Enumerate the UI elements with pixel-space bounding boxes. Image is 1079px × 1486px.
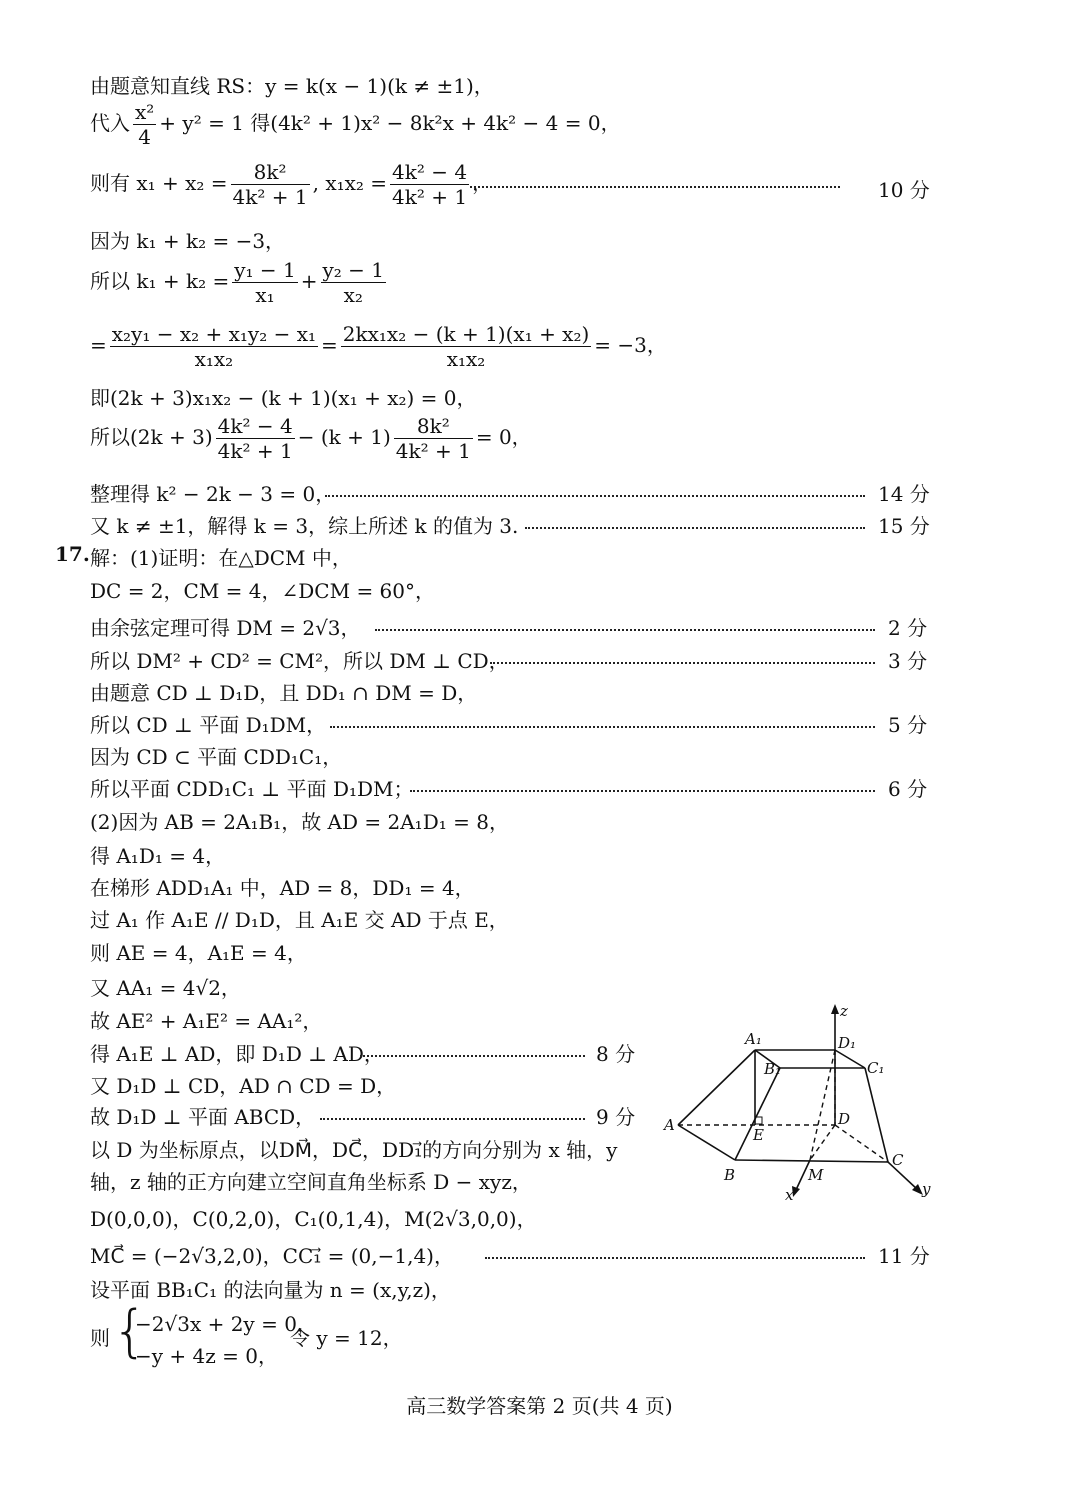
label-x: x	[785, 1186, 794, 1204]
fraction-denominator: 4k² + 1	[232, 185, 308, 209]
fraction-denominator: x₂	[343, 283, 363, 307]
fraction-numerator: 2kx₁x₂ − (k + 1)(x₁ + x₂)	[342, 322, 590, 346]
page-footer: 高三数学答案第 2 页(共 4 页)	[406, 1394, 673, 1418]
edge-ab	[678, 1125, 735, 1160]
fraction	[232, 258, 298, 307]
text-line: 轴，z 轴的正方向建立空间直角坐标系 D − xyz，	[90, 1170, 532, 1194]
text-line	[90, 414, 532, 463]
text-line: 过 A₁ 作 A₁E // D₁D，且 A₁E 交 AD 于点 E，	[90, 908, 509, 932]
text-line: 因为 k₁ + k₂ = −3，	[90, 229, 286, 253]
text-fragment: − (k + 1)	[297, 425, 391, 449]
label-c1: C₁	[867, 1059, 885, 1077]
score-label: 14 分	[878, 482, 930, 506]
dotted-leader	[410, 789, 875, 792]
score-label: 8 分	[596, 1042, 636, 1066]
edge-d1c1	[835, 1050, 865, 1068]
edge-b1b	[735, 1068, 780, 1160]
dotted-leader	[525, 526, 865, 529]
text-line: (2)因为 AB = 2A₁B₁，故 AD = 2A₁D₁ = 8，	[90, 810, 509, 834]
fraction-denominator: x₁x₂	[194, 347, 234, 371]
text-line: 得 A₁E ⊥ AD，即 D₁D ⊥ AD，	[90, 1042, 384, 1066]
score-label: 2 分	[888, 616, 928, 640]
fraction	[231, 160, 310, 209]
text-fragment: 则有 x₁ + x₂ =	[90, 171, 228, 195]
dotted-leader	[330, 725, 875, 728]
text-line	[90, 258, 389, 307]
label-b1: B₁	[764, 1060, 782, 1078]
text-fragment: +	[300, 269, 318, 293]
text-fragment: + y² = 1 得(4k² + 1)x² − 8k²x + 4k² − 4 = 0，	[159, 111, 621, 135]
dotted-leader	[325, 494, 865, 497]
text-line: 所以 CD ⊥ 平面 D₁DM，	[90, 713, 327, 737]
text-line: 又 D₁D ⊥ CD，AD ∩ CD = D，	[90, 1074, 397, 1098]
label-d1: D₁	[838, 1034, 857, 1052]
text-fragment: 令 y = 12，	[290, 1326, 403, 1350]
fraction	[133, 100, 156, 149]
z-arrow	[831, 1004, 839, 1014]
text-line: 在梯形 ADD₁A₁ 中，AD = 8，DD₁ = 4，	[90, 876, 475, 900]
score-label: 11 分	[878, 1244, 930, 1268]
text-line: 故 D₁D ⊥ 平面 ABCD，	[90, 1105, 316, 1129]
text-fragment: 代入	[90, 111, 130, 135]
label-z: z	[840, 1002, 848, 1020]
text-fragment: =	[321, 333, 338, 357]
text-line: DC = 2，CM = 4，∠DCM = 60°，	[90, 579, 436, 603]
score-label: 5 分	[888, 713, 928, 737]
fraction-numerator: x²	[135, 100, 155, 124]
fraction-numerator: 4k² − 4	[392, 160, 468, 184]
dotted-leader	[490, 661, 875, 664]
text-line: 得 A₁D₁ = 4，	[90, 844, 226, 868]
text-line: 设平面 BB₁C₁ 的法向量为 n = (x,y,z)，	[90, 1278, 451, 1302]
label-a1: A₁	[745, 1030, 762, 1048]
fraction	[216, 414, 295, 463]
dotted-leader	[360, 1054, 585, 1057]
text-line	[90, 160, 492, 209]
fraction-denominator: 4k² + 1	[392, 185, 468, 209]
fraction-denominator: 4k² + 1	[217, 439, 293, 463]
fraction	[321, 258, 387, 307]
label-e: E	[753, 1126, 764, 1144]
question-number: 17.	[55, 542, 90, 566]
fraction-denominator: 4	[138, 125, 152, 149]
text-line: 即(2k + 3)x₁x₂ − (k + 1)(x₁ + x₂) = 0，	[90, 386, 477, 410]
text-fragment: =	[90, 333, 107, 357]
dotted-leader	[470, 185, 840, 188]
score-label: 3 分	[888, 649, 928, 673]
text-line: 由题意知直线 RS：y = k(x − 1)(k ≠ ±1)，	[90, 74, 494, 98]
fraction-denominator: x₁x₂	[446, 347, 486, 371]
dotted-leader	[485, 1256, 865, 1259]
text-line: 由余弦定理可得 DM = 2√3，	[90, 616, 361, 640]
text-fragment: 则	[90, 1326, 110, 1350]
text-line: 则 AE = 4，A₁E = 4，	[90, 941, 307, 965]
text-line: 解：(1)证明：在△DCM 中，	[90, 546, 352, 570]
text-line: 因为 CD ⊂ 平面 CDD₁C₁，	[90, 745, 343, 769]
fraction-denominator: x₁	[255, 283, 275, 307]
fraction-numerator: y₁ − 1	[234, 258, 296, 282]
dotted-leader	[375, 628, 875, 631]
text-fragment: 所以 k₁ + k₂ =	[90, 269, 230, 293]
text-fragment: 所以(2k + 3)	[90, 425, 213, 449]
score-label: 10 分	[878, 178, 930, 202]
score-label: 9 分	[596, 1105, 636, 1129]
text-line: 整理得 k² − 2k − 3 = 0，	[90, 482, 336, 506]
fraction-numerator: 8k²	[394, 414, 473, 439]
fraction	[394, 414, 473, 463]
label-b: B	[724, 1166, 736, 1184]
text-line: 故 AE² + A₁E² = AA₁²，	[90, 1009, 323, 1033]
label-a: A	[664, 1116, 675, 1134]
fraction	[110, 322, 318, 371]
text-line: 又 k ≠ ±1，解得 k = 3，综上所述 k 的值为 3.	[90, 514, 519, 538]
text-line: 所以平面 CDD₁C₁ ⊥ 平面 D₁DM；	[90, 777, 414, 801]
label-m: M	[808, 1166, 824, 1184]
fraction	[341, 322, 592, 371]
fraction-numerator: 8k²	[231, 160, 310, 185]
equation-line: −y + 4z = 0，	[135, 1344, 278, 1368]
text-line	[90, 322, 667, 371]
label-d: D	[838, 1110, 851, 1128]
fraction-numerator: x₂y₁ − x₂ + x₁y₂ − x₁	[111, 322, 317, 346]
text-line: MC⃗ = (−2√3,2,0)，CC₁⃗ = (0,−1,4)，	[90, 1244, 454, 1268]
label-y: y	[922, 1180, 931, 1198]
fraction	[390, 160, 469, 209]
text-fragment: = −3，	[594, 333, 667, 357]
label-c: C	[892, 1151, 904, 1169]
fraction-denominator: 4k² + 1	[395, 439, 471, 463]
text-fragment: ，	[472, 171, 493, 195]
text-line: 又 AA₁ = 4√2，	[90, 976, 241, 1000]
fraction-numerator: 4k² − 4	[217, 414, 293, 438]
fraction-numerator: y₂ − 1	[322, 258, 385, 282]
edge-bc	[735, 1160, 888, 1162]
text-line: 以 D 为坐标原点，以DM⃗，DC⃗，DD₁⃗的方向分别为 x 轴，y	[90, 1138, 618, 1162]
text-line: 所以 DM² + CD² = CM²，所以 DM ⊥ CD，	[90, 649, 509, 673]
dotted-leader	[320, 1117, 585, 1120]
edge-a1a	[678, 1050, 755, 1125]
brace: {	[112, 1299, 148, 1364]
text-line	[90, 100, 621, 149]
score-label: 15 分	[878, 514, 930, 538]
score-label: 6 分	[888, 777, 928, 801]
text-line: D(0,0,0)，C(0,2,0)，C₁(0,1,4)，M(2√3,0,0)，	[90, 1207, 537, 1231]
geometry-figure	[660, 1000, 940, 1210]
text-line: 由题意 CD ⊥ D₁D，且 DD₁ ∩ DM = D，	[90, 681, 478, 705]
equation-line: −2√3x + 2y = 0，	[135, 1312, 317, 1336]
text-fragment: , x₁x₂ =	[312, 171, 388, 195]
text-fragment: = 0，	[475, 425, 532, 449]
